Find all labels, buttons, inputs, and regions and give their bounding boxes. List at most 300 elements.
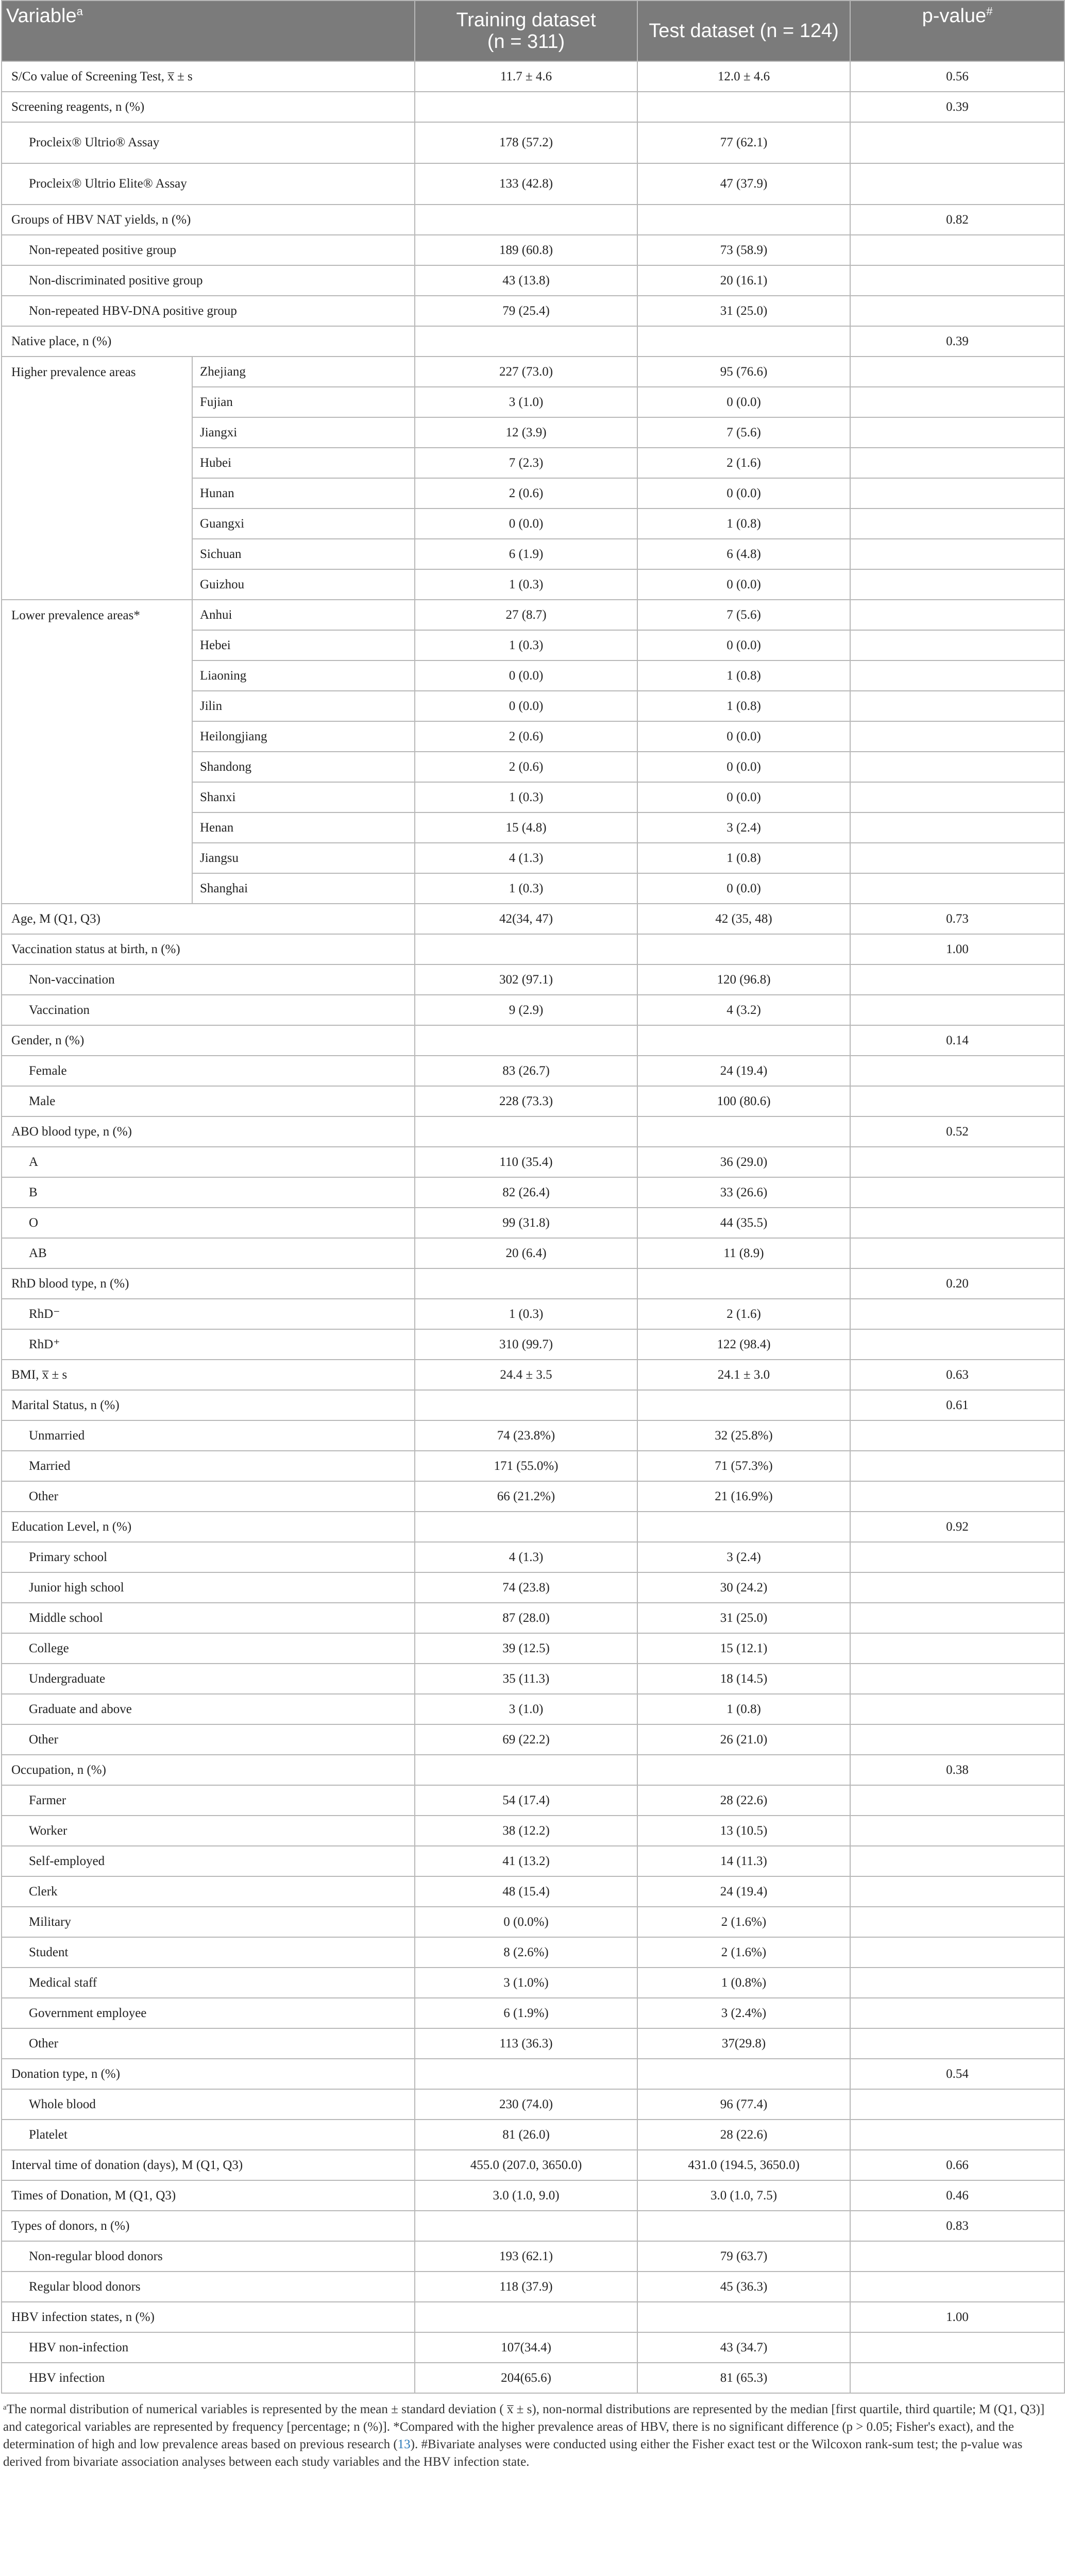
p-value: 0.82: [850, 205, 1064, 235]
table-header: [2, 1, 1064, 61]
p-value: [850, 2028, 1064, 2059]
reference-link[interactable]: 13: [397, 2437, 411, 2451]
test-value: 1 (0.8%): [637, 1968, 850, 1998]
p-value: 0.39: [850, 326, 1064, 357]
subgroup-label: Regular blood donors: [2, 2272, 415, 2302]
training-value: 302 (97.1): [415, 964, 637, 995]
training-value: 15 (4.8): [415, 812, 637, 843]
p-value: [850, 873, 1064, 904]
table-row: [2, 2332, 1064, 2363]
training-value: 118 (37.9): [415, 2272, 637, 2302]
variable-label: Times of Donation, M (Q1, Q3): [2, 2180, 415, 2211]
province-label: Henan: [192, 812, 415, 843]
subgroup-label: Married: [2, 1451, 415, 1481]
header-training: Training dataset (n = 311): [415, 1, 637, 61]
p-value: [850, 1542, 1064, 1572]
table-row: [2, 1603, 1064, 1633]
training-value: 171 (55.0%): [415, 1451, 637, 1481]
table-row: [2, 163, 1064, 205]
table-row: [2, 1816, 1064, 1846]
province-label: Hubei: [192, 448, 415, 478]
test-value: 32 (25.8%): [637, 1420, 850, 1451]
test-value: 31 (25.0): [637, 296, 850, 326]
training-value: 0 (0.0): [415, 660, 637, 691]
table-footnote: ᵃThe normal distribution of numerical variables is represented by the mean ± standard deviation ( x̅ ± s), non-normal distributions are represented by the median [first quartile, third quartile; M (Q1, Q3)] and categorical variables are represented by frequency [percentage; n (%)]. *Compared with the higher prevalence areas of HBV, there is no significant difference (p > 0.05; Fisher's exact), and the determination of high and low prevalence areas based on previous research (13). #Bivariate analyses were conducted using either the Fisher exact test or the Wilcoxon rank-sum test; the p-value was derived from bivariate association analyses between each study variables and the HBV infection state.: [3, 2402, 1045, 2469]
province-label: Shanxi: [192, 782, 415, 812]
training-value: 69 (22.2): [415, 1724, 637, 1755]
training-value: 42(34, 47): [415, 904, 637, 934]
province-label: Liaoning: [192, 660, 415, 691]
p-value: [850, 509, 1064, 539]
training-value: 228 (73.3): [415, 1086, 637, 1116]
test-value: [637, 1755, 850, 1785]
test-value: [637, 326, 850, 357]
training-value: 0 (0.0): [415, 509, 637, 539]
table-row: [2, 2211, 1064, 2241]
test-value: 3 (2.4): [637, 1542, 850, 1572]
table-row: [2, 2363, 1064, 2393]
training-value: [415, 934, 637, 964]
p-value: [850, 2241, 1064, 2272]
variable-label: HBV infection states, n (%): [2, 2302, 415, 2332]
test-value: 43 (34.7): [637, 2332, 850, 2363]
table-body: [2, 61, 1064, 2393]
variable-label: Screening reagents, n (%): [2, 92, 415, 122]
p-value: [850, 1664, 1064, 1694]
table-row: [2, 995, 1064, 1025]
p-value: [850, 296, 1064, 326]
p-value: 1.00: [850, 2302, 1064, 2332]
test-value: 14 (11.3): [637, 1846, 850, 1876]
p-value: 0.56: [850, 61, 1064, 92]
training-value: 0 (0.0): [415, 691, 637, 721]
test-value: 79 (63.7): [637, 2241, 850, 2272]
table-row: [2, 357, 1064, 387]
test-value: 1 (0.8): [637, 509, 850, 539]
training-value: 107(34.4): [415, 2332, 637, 2363]
p-value: [850, 2272, 1064, 2302]
training-value: 189 (60.8): [415, 235, 637, 265]
training-value: 113 (36.3): [415, 2028, 637, 2059]
test-value: [637, 2211, 850, 2241]
table-row: [2, 1785, 1064, 1816]
training-value: [415, 1755, 637, 1785]
province-label: Hebei: [192, 630, 415, 660]
test-value: 0 (0.0): [637, 478, 850, 509]
subgroup-label: Other: [2, 1481, 415, 1512]
subgroup-label: Self-employed: [2, 1846, 415, 1876]
test-value: 431.0 (194.5, 3650.0): [637, 2150, 850, 2180]
p-value: [850, 1816, 1064, 1846]
training-value: 24.4 ± 3.5: [415, 1360, 637, 1390]
training-value: 74 (23.8%): [415, 1420, 637, 1451]
subgroup-label: HBV non-infection: [2, 2332, 415, 2363]
training-value: 8 (2.6%): [415, 1937, 637, 1968]
table-row: [2, 2120, 1064, 2150]
p-value: [850, 1724, 1064, 1755]
test-value: [637, 205, 850, 235]
variable-label: Education Level, n (%): [2, 1512, 415, 1542]
p-value: [850, 417, 1064, 448]
test-value: 3.0 (1.0, 7.5): [637, 2180, 850, 2211]
test-value: 18 (14.5): [637, 1664, 850, 1694]
training-value: 39 (12.5): [415, 1633, 637, 1664]
subgroup-label: B: [2, 1177, 415, 1208]
p-value: [850, 1208, 1064, 1238]
test-value: 20 (16.1): [637, 265, 850, 296]
test-value: 2 (1.6%): [637, 1937, 850, 1968]
test-value: 1 (0.8): [637, 843, 850, 873]
subgroup-label: Student: [2, 1937, 415, 1968]
variable-label: Types of donors, n (%): [2, 2211, 415, 2241]
table-row: [2, 1299, 1064, 1329]
region-label: Lower prevalence areas*: [2, 600, 192, 904]
table-row: [2, 1177, 1064, 1208]
subgroup-label: Undergraduate: [2, 1664, 415, 1694]
variable-label: ABO blood type, n (%): [2, 1116, 415, 1147]
training-value: 227 (73.0): [415, 357, 637, 387]
variable-label: S/Co value of Screening Test, x̅ ± s: [2, 61, 415, 92]
p-value: [850, 1329, 1064, 1360]
header-pvalue: p-value#: [850, 1, 1064, 61]
training-value: 4 (1.3): [415, 1542, 637, 1572]
test-value: [637, 92, 850, 122]
subgroup-label: Whole blood: [2, 2089, 415, 2120]
province-label: Jiangxi: [192, 417, 415, 448]
variable-label: Gender, n (%): [2, 1025, 415, 1056]
subgroup-label: Primary school: [2, 1542, 415, 1572]
p-value: [850, 1846, 1064, 1876]
variable-label: Age, M (Q1, Q3): [2, 904, 415, 934]
subgroup-label: Clerk: [2, 1876, 415, 1907]
test-value: 2 (1.6%): [637, 1907, 850, 1937]
training-value: 12 (3.9): [415, 417, 637, 448]
training-value: 310 (99.7): [415, 1329, 637, 1360]
test-value: 120 (96.8): [637, 964, 850, 995]
table-row: [2, 1542, 1064, 1572]
province-label: Jiangsu: [192, 843, 415, 873]
training-value: 7 (2.3): [415, 448, 637, 478]
p-value: [850, 630, 1064, 660]
subgroup-label: Worker: [2, 1816, 415, 1846]
table-row: [2, 1390, 1064, 1420]
p-value: [850, 1086, 1064, 1116]
table-row: [2, 1512, 1064, 1542]
variable-label: Native place, n (%): [2, 326, 415, 357]
subgroup-label: Non-repeated HBV-DNA positive group: [2, 296, 415, 326]
province-label: Shandong: [192, 752, 415, 782]
p-value: 0.83: [850, 2211, 1064, 2241]
table-row: [2, 1633, 1064, 1664]
training-value: 35 (11.3): [415, 1664, 637, 1694]
test-value: [637, 934, 850, 964]
variable-label: Marital Status, n (%): [2, 1390, 415, 1420]
table-row: [2, 92, 1064, 122]
training-value: 74 (23.8): [415, 1572, 637, 1603]
test-value: 7 (5.6): [637, 600, 850, 630]
table-row: [2, 61, 1064, 92]
training-value: 133 (42.8): [415, 163, 637, 205]
region-label: Higher prevalence areas: [2, 357, 192, 600]
p-value: [850, 1177, 1064, 1208]
header-test: Test dataset (n = 124): [637, 1, 850, 61]
training-value: 48 (15.4): [415, 1876, 637, 1907]
subgroup-label: Junior high school: [2, 1572, 415, 1603]
test-value: 44 (35.5): [637, 1208, 850, 1238]
table-row: [2, 2089, 1064, 2120]
p-value: [850, 1238, 1064, 1268]
training-value: [415, 2302, 637, 2332]
test-value: [637, 1268, 850, 1299]
test-value: [637, 1390, 850, 1420]
p-value: [850, 265, 1064, 296]
table-row: [2, 1360, 1064, 1390]
table-row: [2, 904, 1064, 934]
test-value: 26 (21.0): [637, 1724, 850, 1755]
table-row: [2, 1481, 1064, 1512]
table-row: [2, 2028, 1064, 2059]
subgroup-label: Non-repeated positive group: [2, 235, 415, 265]
test-value: 100 (80.6): [637, 1086, 850, 1116]
p-value: [850, 122, 1064, 163]
test-value: 28 (22.6): [637, 1785, 850, 1816]
p-value: [850, 1056, 1064, 1086]
p-value: 0.20: [850, 1268, 1064, 1299]
training-value: 2 (0.6): [415, 721, 637, 752]
subgroup-label: Farmer: [2, 1785, 415, 1816]
subgroup-label: HBV infection: [2, 2363, 415, 2393]
training-value: 178 (57.2): [415, 122, 637, 163]
table-row: [2, 964, 1064, 995]
training-value: 1 (0.3): [415, 873, 637, 904]
training-value: 20 (6.4): [415, 1238, 637, 1268]
training-value: [415, 1512, 637, 1542]
training-value: 66 (21.2%): [415, 1481, 637, 1512]
p-value: [850, 600, 1064, 630]
test-value: 6 (4.8): [637, 539, 850, 569]
p-value: [850, 782, 1064, 812]
p-value: [850, 2363, 1064, 2393]
table-row: [2, 1876, 1064, 1907]
test-value: 73 (58.9): [637, 235, 850, 265]
test-value: 37(29.8): [637, 2028, 850, 2059]
test-value: 15 (12.1): [637, 1633, 850, 1664]
test-value: [637, 2302, 850, 2332]
test-value: [637, 1116, 850, 1147]
training-value: 41 (13.2): [415, 1846, 637, 1876]
training-value: 83 (26.7): [415, 1056, 637, 1086]
table-row: [2, 2302, 1064, 2332]
p-value: 0.63: [850, 1360, 1064, 1390]
training-value: [415, 2211, 637, 2241]
test-value: 2 (1.6): [637, 448, 850, 478]
province-label: Heilongjiang: [192, 721, 415, 752]
table-row: [2, 1724, 1064, 1755]
p-value: [850, 1603, 1064, 1633]
table-row: [2, 600, 1064, 630]
training-value: 0 (0.0%): [415, 1907, 637, 1937]
p-value: [850, 2120, 1064, 2150]
test-value: 47 (37.9): [637, 163, 850, 205]
training-value: 455.0 (207.0, 3650.0): [415, 2150, 637, 2180]
characteristics-table: [1, 0, 1065, 2394]
subgroup-label: Male: [2, 1086, 415, 1116]
test-value: 122 (98.4): [637, 1329, 850, 1360]
training-value: 54 (17.4): [415, 1785, 637, 1816]
test-value: 13 (10.5): [637, 1816, 850, 1846]
training-value: [415, 1268, 637, 1299]
p-value: [850, 2089, 1064, 2120]
p-value: [850, 995, 1064, 1025]
p-value: [850, 1420, 1064, 1451]
p-value: [850, 163, 1064, 205]
p-value: 1.00: [850, 934, 1064, 964]
subgroup-label: Medical staff: [2, 1968, 415, 1998]
header-variable: Variable$^a$: [2, 1, 415, 61]
p-value: 0.46: [850, 2180, 1064, 2211]
province-label: Sichuan: [192, 539, 415, 569]
test-value: 96 (77.4): [637, 2089, 850, 2120]
test-value: 36 (29.0): [637, 1147, 850, 1177]
p-value: [850, 1876, 1064, 1907]
table-row: [2, 2150, 1064, 2180]
table-row: [2, 1147, 1064, 1177]
p-value: [850, 1572, 1064, 1603]
table-row: [2, 1420, 1064, 1451]
variable-label: BMI, x̅ ± s: [2, 1360, 415, 1390]
training-value: 9 (2.9): [415, 995, 637, 1025]
subgroup-label: College: [2, 1633, 415, 1664]
p-value: [850, 964, 1064, 995]
table-row: [2, 1451, 1064, 1481]
test-value: 42 (35, 48): [637, 904, 850, 934]
training-value: 11.7 ± 4.6: [415, 61, 637, 92]
table-row: [2, 1025, 1064, 1056]
p-value: [850, 235, 1064, 265]
table-row: [2, 2059, 1064, 2089]
table-row: [2, 265, 1064, 296]
training-value: 81 (26.0): [415, 2120, 637, 2150]
subgroup-label: Government employee: [2, 1998, 415, 2028]
training-value: 3 (1.0): [415, 387, 637, 417]
test-value: [637, 1025, 850, 1056]
p-value: [850, 691, 1064, 721]
p-value: 0.73: [850, 904, 1064, 934]
subgroup-label: O: [2, 1208, 415, 1238]
p-value: 0.66: [850, 2150, 1064, 2180]
training-value: 43 (13.8): [415, 265, 637, 296]
table-row: [2, 1755, 1064, 1785]
training-value: [415, 1390, 637, 1420]
training-value: [415, 205, 637, 235]
table-row: [2, 2241, 1064, 2272]
subgroup-label: Unmarried: [2, 1420, 415, 1451]
test-value: 0 (0.0): [637, 387, 850, 417]
table-row: [2, 934, 1064, 964]
p-value: [850, 1633, 1064, 1664]
table-row: [2, 1572, 1064, 1603]
training-value: 2 (0.6): [415, 752, 637, 782]
test-value: 31 (25.0): [637, 1603, 850, 1633]
table-row: [2, 296, 1064, 326]
training-value: 3.0 (1.0, 9.0): [415, 2180, 637, 2211]
training-value: 193 (62.1): [415, 2241, 637, 2272]
training-value: 1 (0.3): [415, 569, 637, 600]
province-label: Fujian: [192, 387, 415, 417]
test-value: 24.1 ± 3.0: [637, 1360, 850, 1390]
test-value: 21 (16.9%): [637, 1481, 850, 1512]
variable-label: Groups of HBV NAT yields, n (%): [2, 205, 415, 235]
training-value: [415, 2059, 637, 2089]
province-label: Guangxi: [192, 509, 415, 539]
p-value: 0.38: [850, 1755, 1064, 1785]
training-value: 6 (1.9%): [415, 1998, 637, 2028]
test-value: 4 (3.2): [637, 995, 850, 1025]
test-value: 24 (19.4): [637, 1876, 850, 1907]
table-row: [2, 1268, 1064, 1299]
table-row: [2, 2180, 1064, 2211]
test-value: 0 (0.0): [637, 569, 850, 600]
table-row: [2, 1208, 1064, 1238]
table-row: [2, 1664, 1064, 1694]
training-value: 6 (1.9): [415, 539, 637, 569]
p-value: 0.14: [850, 1025, 1064, 1056]
subgroup-label: Female: [2, 1056, 415, 1086]
test-value: 71 (57.3%): [637, 1451, 850, 1481]
training-value: 27 (8.7): [415, 600, 637, 630]
province-label: Hunan: [192, 478, 415, 509]
p-value: 0.92: [850, 1512, 1064, 1542]
test-value: 3 (2.4%): [637, 1998, 850, 2028]
training-value: 87 (28.0): [415, 1603, 637, 1633]
training-value: 230 (74.0): [415, 2089, 637, 2120]
p-value: [850, 478, 1064, 509]
training-value: 4 (1.3): [415, 843, 637, 873]
variable-label: Interval time of donation (days), M (Q1, Q3): [2, 2150, 415, 2180]
p-value: [850, 2332, 1064, 2363]
subgroup-label: Graduate and above: [2, 1694, 415, 1724]
p-value: [850, 1785, 1064, 1816]
test-value: 30 (24.2): [637, 1572, 850, 1603]
table-row: [2, 1056, 1064, 1086]
training-value: 38 (12.2): [415, 1816, 637, 1846]
province-label: Zhejiang: [192, 357, 415, 387]
test-value: 24 (19.4): [637, 1056, 850, 1086]
test-value: 0 (0.0): [637, 752, 850, 782]
subgroup-label: RhD⁻: [2, 1299, 415, 1329]
p-value: [850, 752, 1064, 782]
training-value: 110 (35.4): [415, 1147, 637, 1177]
p-value: 0.61: [850, 1390, 1064, 1420]
table-row: [2, 1937, 1064, 1968]
test-value: 7 (5.6): [637, 417, 850, 448]
test-value: 0 (0.0): [637, 630, 850, 660]
subgroup-label: Procleix® Ultrio Elite® Assay: [2, 163, 415, 205]
table-row: [2, 235, 1064, 265]
variable-label: RhD blood type, n (%): [2, 1268, 415, 1299]
p-value: [850, 812, 1064, 843]
training-value: [415, 1025, 637, 1056]
p-value: [850, 387, 1064, 417]
training-value: 3 (1.0): [415, 1694, 637, 1724]
province-label: Guizhou: [192, 569, 415, 600]
p-value: [850, 1299, 1064, 1329]
training-value: 2 (0.6): [415, 478, 637, 509]
test-value: 3 (2.4): [637, 812, 850, 843]
training-value: 1 (0.3): [415, 1299, 637, 1329]
test-value: 1 (0.8): [637, 691, 850, 721]
test-value: 2 (1.6): [637, 1299, 850, 1329]
